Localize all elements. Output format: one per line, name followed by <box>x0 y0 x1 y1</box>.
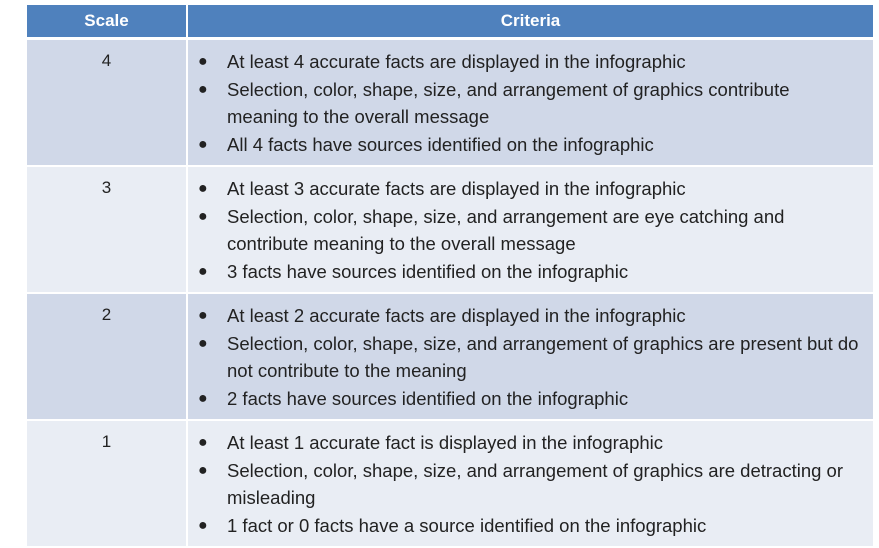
criteria-item <box>188 302 865 330</box>
bullet-icon: ● <box>198 180 208 197</box>
criteria-item <box>188 385 865 413</box>
bullet-icon: ● <box>198 389 208 407</box>
scale-value: 2 <box>27 293 187 420</box>
criteria-item <box>188 258 865 286</box>
criteria-text: All 4 facts have sources identified on the infographic <box>227 133 654 155</box>
criteria-text: At least 3 accurate facts are displayed in the infographic <box>227 178 686 199</box>
criteria-list <box>188 294 873 419</box>
table-row <box>27 166 873 293</box>
criteria-text: Selection, color, shape, size, and arrangement of graphics are detracting or misleading <box>227 459 843 508</box>
table-row <box>27 420 873 547</box>
criteria-text: Selection, color, shape, size, and arrangement of graphics contribute meaning to the overall message <box>227 78 790 127</box>
criteria-text: Selection, color, shape, size, and arrangement of graphics are present but do not contribute to the meaning <box>227 332 859 381</box>
criteria-item <box>188 203 865 258</box>
criteria-list <box>188 167 873 292</box>
bullet-icon: ● <box>198 434 208 451</box>
criteria-item <box>188 131 865 159</box>
rubric-table <box>27 5 873 548</box>
criteria-item <box>188 512 865 540</box>
bullet-icon: ● <box>198 53 208 70</box>
table-row <box>27 293 873 420</box>
criteria-cell <box>187 420 873 547</box>
bullet-icon: ● <box>198 207 208 225</box>
header-criteria: Criteria <box>187 5 873 39</box>
criteria-text: Selection, color, shape, size, and arrangement are eye catching and contribute meaning to the overall message <box>227 205 785 254</box>
criteria-cell <box>187 166 873 293</box>
header-scale: Scale <box>27 5 187 39</box>
criteria-text: At least 2 accurate facts are displayed in the infographic <box>227 305 686 326</box>
criteria-item <box>188 330 865 385</box>
bullet-icon: ● <box>198 135 208 153</box>
criteria-item <box>188 48 865 76</box>
criteria-text: 3 facts have sources identified on the infographic <box>227 260 629 282</box>
scale-value: 3 <box>27 166 187 293</box>
criteria-item <box>188 457 865 512</box>
criteria-text: At least 4 accurate facts are displayed in the infographic <box>227 51 686 72</box>
criteria-cell <box>187 293 873 420</box>
bullet-icon: ● <box>198 334 208 352</box>
criteria-item <box>188 429 865 457</box>
bullet-icon: ● <box>198 80 208 98</box>
scale-value: 4 <box>27 39 187 167</box>
table-header <box>27 5 873 39</box>
criteria-item <box>188 175 865 203</box>
criteria-text: 1 fact or 0 facts have a source identified on the infographic <box>227 514 707 536</box>
header-row <box>27 5 873 39</box>
criteria-text: At least 1 accurate fact is displayed in the infographic <box>227 432 664 453</box>
bullet-icon: ● <box>198 461 208 479</box>
table-row <box>27 39 873 167</box>
bullet-icon: ● <box>198 516 208 534</box>
bullet-icon: ● <box>198 262 208 280</box>
criteria-list <box>188 40 873 165</box>
bullet-icon: ● <box>198 307 208 324</box>
criteria-cell <box>187 39 873 167</box>
table-body <box>27 39 873 548</box>
scale-value: 1 <box>27 420 187 547</box>
criteria-text: 2 facts have sources identified on the infographic <box>227 387 629 409</box>
criteria-item <box>188 76 865 131</box>
criteria-list <box>188 421 873 546</box>
